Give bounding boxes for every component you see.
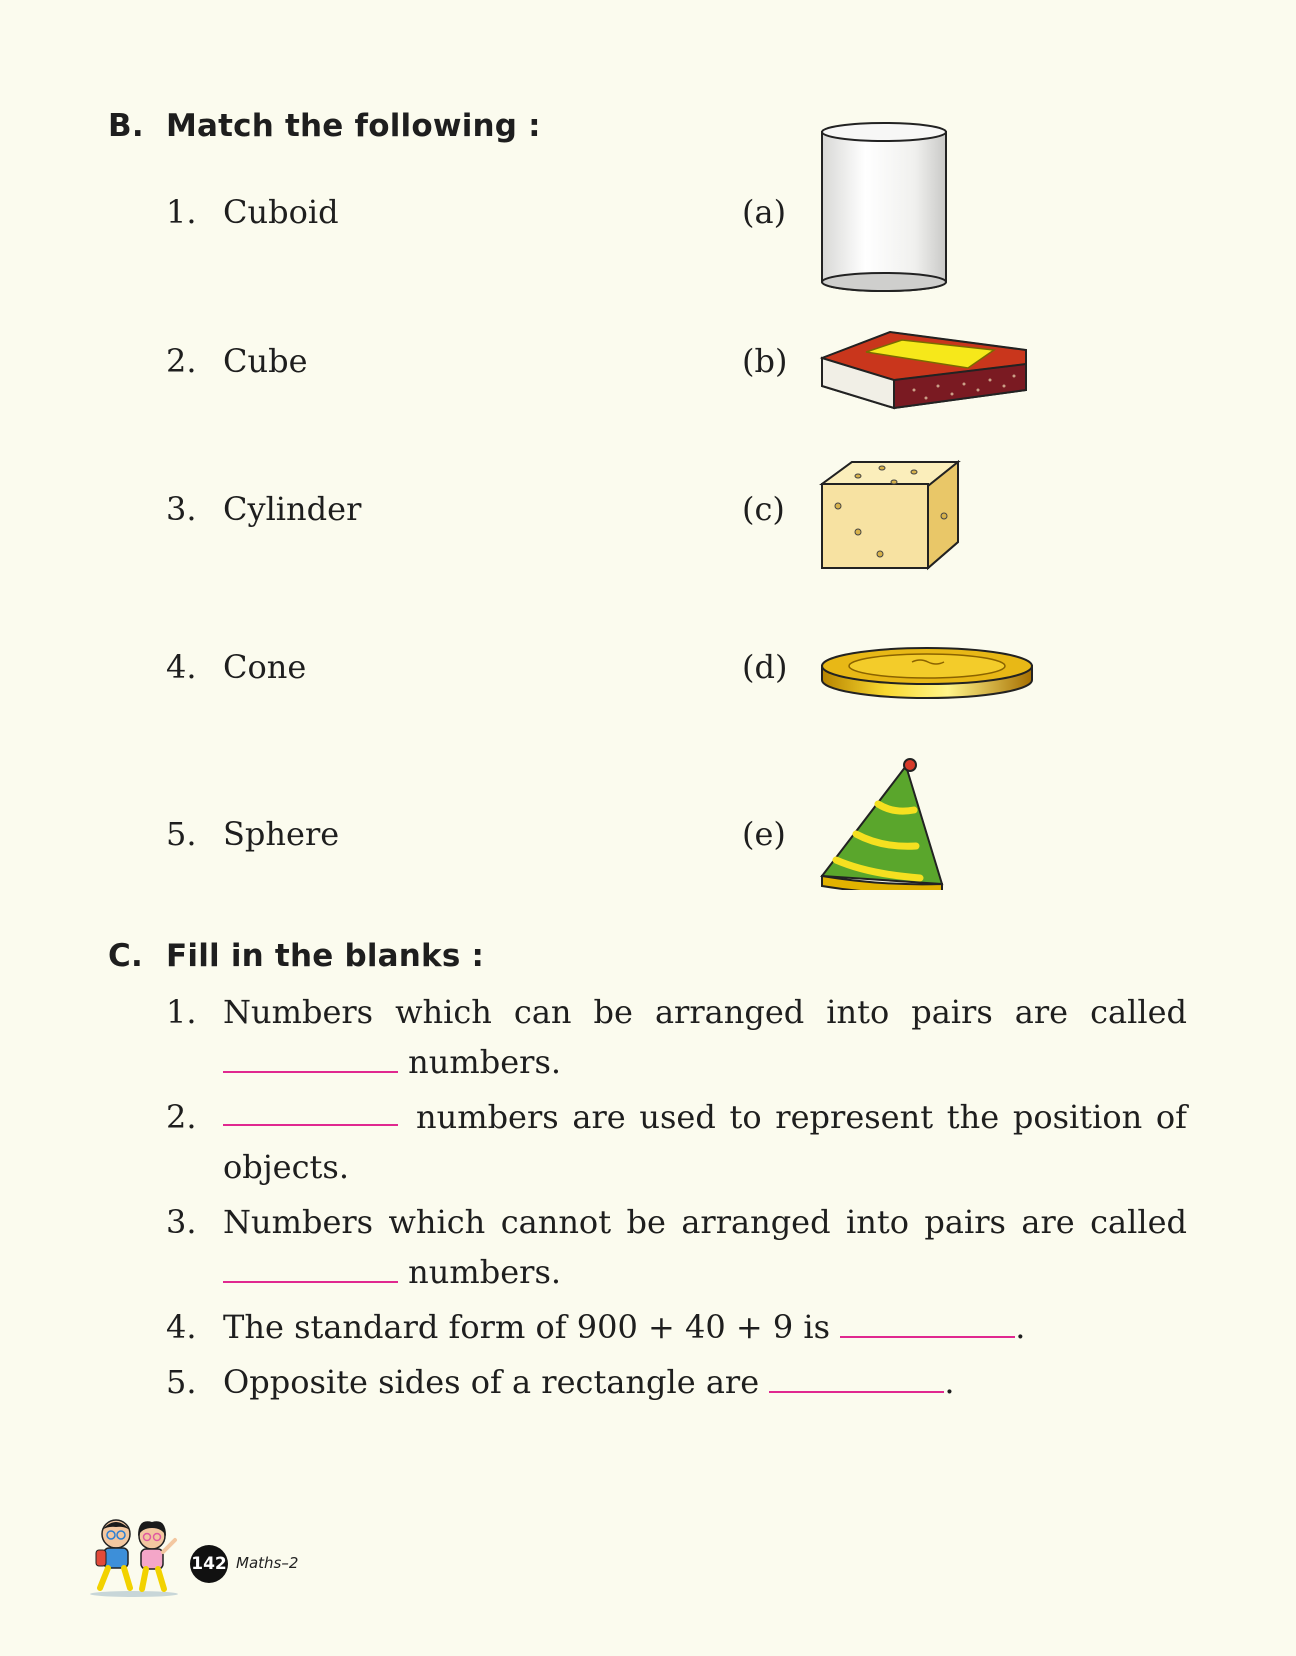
answer-blank-2[interactable]: [223, 1098, 398, 1126]
blank-4-after: .: [1015, 1308, 1026, 1346]
matchbox-icon: [818, 328, 1028, 412]
section-c-letter: C.: [108, 938, 143, 974]
match-item-3-number: 3.: [166, 490, 197, 528]
blank-3-line1: Numbers which cannot be arranged into pairs are called: [223, 1203, 1187, 1241]
blank-5-after: .: [944, 1363, 955, 1401]
match-item-5-label: Sphere: [223, 815, 340, 853]
dice-icon: [818, 458, 964, 576]
blank-1-number: 1.: [166, 993, 197, 1031]
blank-2-number: 2.: [166, 1098, 197, 1136]
section-b-letter: B.: [108, 108, 144, 144]
match-option-d: (d): [742, 648, 788, 686]
blank-4-line: [223, 1308, 1025, 1346]
answer-blank-1[interactable]: [223, 1045, 398, 1073]
match-item-4-label: Cone: [223, 648, 307, 686]
match-item-2-label: Cube: [223, 342, 308, 380]
answer-blank-4[interactable]: [840, 1310, 1015, 1338]
match-item-5-number: 5.: [166, 815, 197, 853]
blank-1-line2: [223, 1043, 561, 1081]
blank-3-after: numbers.: [408, 1253, 562, 1291]
blank-1-after: numbers.: [408, 1043, 562, 1081]
party-hat-icon: [818, 756, 946, 890]
kids-mascot-icon: [86, 1514, 182, 1598]
blank-2-after: numbers are used to represent the position of: [416, 1098, 1187, 1136]
match-item-3-label: Cylinder: [223, 490, 362, 528]
match-option-b: (b): [742, 342, 788, 380]
blank-2-line1: [223, 1098, 1187, 1136]
blank-3-number: 3.: [166, 1203, 197, 1241]
match-option-e: (e): [742, 815, 786, 853]
book-title: Maths–2: [236, 1554, 299, 1572]
match-item-1-label: Cuboid: [223, 193, 339, 231]
section-c-title: Fill in the blanks :: [166, 938, 485, 974]
cylinder-glass-icon: [818, 120, 952, 295]
match-item-1-number: 1.: [166, 193, 197, 231]
blank-4-number: 4.: [166, 1308, 197, 1346]
blank-5-number: 5.: [166, 1363, 197, 1401]
match-option-c: (c): [742, 490, 785, 528]
blank-4-before: The standard form of 900 + 40 + 9 is: [223, 1308, 831, 1346]
match-item-2-number: 2.: [166, 342, 197, 380]
answer-blank-5[interactable]: [769, 1365, 944, 1393]
match-item-4-number: 4.: [166, 648, 197, 686]
match-option-a: (a): [742, 193, 787, 231]
section-b-title: Match the following :: [166, 108, 541, 144]
page-number: 142: [190, 1545, 228, 1583]
coin-icon: [818, 644, 1036, 706]
blank-5-before: Opposite sides of a rectangle are: [223, 1363, 760, 1401]
blank-1-line1: Numbers which can be arranged into pairs are called: [223, 993, 1187, 1031]
answer-blank-3[interactable]: [223, 1255, 398, 1283]
blank-3-line2: [223, 1253, 561, 1291]
blank-5-line: [223, 1363, 954, 1401]
blank-2-line2: objects.: [223, 1148, 349, 1186]
